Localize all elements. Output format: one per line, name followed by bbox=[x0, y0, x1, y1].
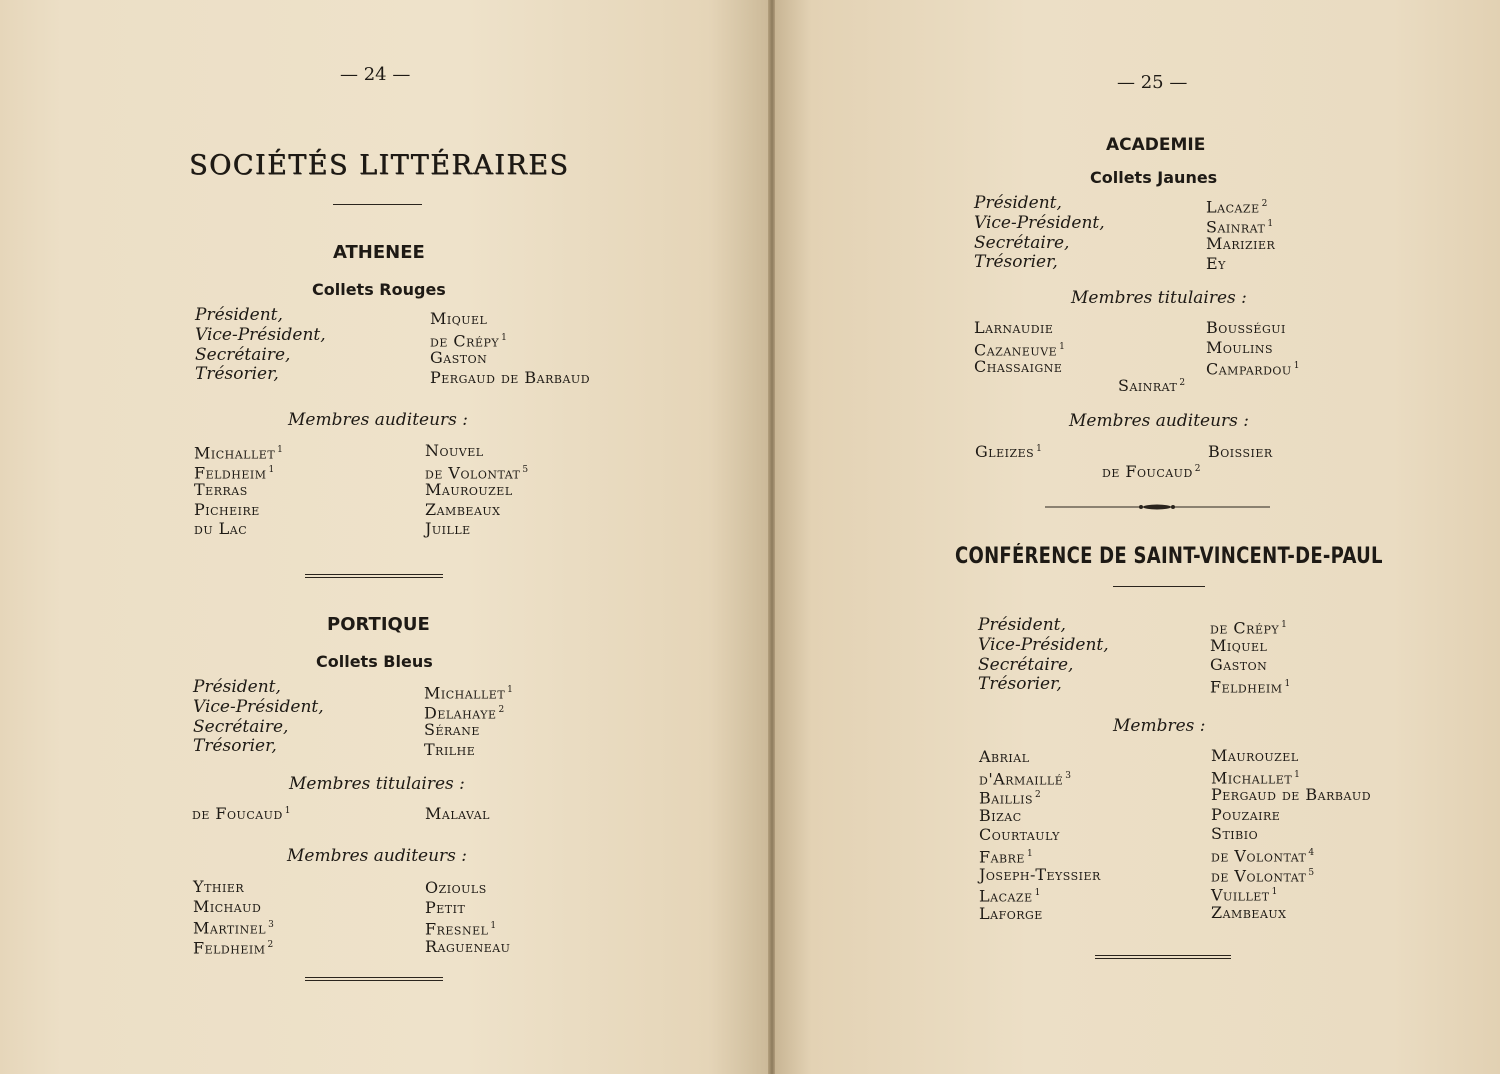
academie-officers bbox=[1206, 195, 1275, 273]
member-name: Feldheim $^1$ bbox=[194, 462, 275, 482]
athenee-auditeurs-left bbox=[194, 441, 283, 539]
member-name: Michaud bbox=[193, 896, 262, 916]
conference-offices bbox=[978, 616, 1109, 695]
office-label: Trésorier, bbox=[193, 736, 277, 757]
member-name: Bizac bbox=[979, 805, 1022, 825]
portique-subtitle: Collets Bleus bbox=[316, 652, 433, 671]
officer-name: Trilhe bbox=[424, 739, 476, 759]
office-label: Secrétaire, bbox=[195, 344, 291, 365]
member-name: Courtauly bbox=[979, 825, 1060, 845]
portique-auditeurs-left bbox=[193, 877, 275, 958]
member-name: Fabre $^1$ bbox=[979, 847, 1034, 867]
member-name: Pouzaire bbox=[1211, 804, 1281, 824]
member-name: Boissier bbox=[1208, 442, 1273, 461]
academie-titulaires-right bbox=[1206, 318, 1300, 377]
member-name: d'Armaillé $^3$ bbox=[979, 768, 1072, 788]
member-name: de Volontat $^5$ bbox=[1211, 865, 1315, 885]
member-name: Abrial bbox=[979, 747, 1030, 766]
office-label: Secrétaire, bbox=[193, 716, 289, 737]
member-name: de Foucaud $^1$ bbox=[192, 804, 292, 823]
officer-name: Feldheim $^1$ bbox=[1210, 677, 1291, 697]
academie-subtitle: Collets Jaunes bbox=[1090, 168, 1218, 187]
member-name: Petit bbox=[425, 897, 466, 917]
member-name: Juille bbox=[425, 519, 471, 539]
academie-title: ACADEMIE bbox=[1106, 135, 1206, 155]
member-name: de Foucaud $^2$ bbox=[1102, 462, 1202, 481]
member-name: Feldheim $^2$ bbox=[193, 938, 274, 958]
section-divider bbox=[1095, 955, 1231, 959]
member-name: Lacaze $^1$ bbox=[979, 886, 1041, 906]
athenee-officers bbox=[430, 309, 590, 387]
member-name: Laforge bbox=[979, 903, 1043, 923]
member-name: Zambeaux bbox=[1211, 902, 1287, 922]
portique-auditeurs-right bbox=[425, 878, 510, 956]
member-name: Picheire bbox=[194, 499, 260, 519]
member-name: Vuillet $^1$ bbox=[1211, 885, 1278, 905]
member-name: Malaval bbox=[425, 804, 490, 823]
member-name: Larnaudie bbox=[974, 318, 1054, 337]
athenee-subtitle: Collets Rouges bbox=[312, 280, 446, 299]
officer-name: Sainrat $^1$ bbox=[1206, 216, 1274, 236]
portique-offices bbox=[193, 678, 324, 757]
officer-name: Lacaze $^2$ bbox=[1206, 197, 1268, 217]
officer-name: Sérane bbox=[424, 720, 480, 740]
portique-officers bbox=[424, 681, 513, 759]
member-name: Gleizes $^1$ bbox=[975, 442, 1043, 461]
office-label: Président, bbox=[195, 305, 283, 325]
office-label: Vice-Président, bbox=[978, 634, 1109, 655]
member-name: Sainrat $^2$ bbox=[1118, 376, 1186, 395]
conference-membres-heading: Membres : bbox=[1113, 716, 1206, 736]
office-label: Président, bbox=[974, 193, 1062, 213]
main-title: SOCIÉTÉS LITTÉRAIRES bbox=[189, 150, 570, 181]
office-label: Trésorier, bbox=[195, 364, 279, 385]
member-name: Zambeaux bbox=[425, 499, 501, 519]
member-name: de Volontat $^4$ bbox=[1211, 846, 1315, 866]
member-name: Maurouzel bbox=[425, 480, 513, 500]
member-name: Michallet $^1$ bbox=[1211, 767, 1301, 787]
conference-membres-right bbox=[1211, 746, 1371, 922]
officer-name: Ey bbox=[1206, 253, 1226, 273]
officer-name: Gaston bbox=[1210, 655, 1268, 675]
member-name: Oziouls bbox=[425, 878, 487, 897]
section-divider bbox=[305, 977, 443, 981]
conference-title: CONFÉRENCE DE SAINT-VINCENT-DE-PAUL bbox=[955, 544, 1383, 569]
officer-name: Pergaud de Barbaud bbox=[430, 367, 591, 387]
ornament-divider bbox=[1045, 500, 1270, 514]
member-name: Moulins bbox=[1206, 337, 1273, 357]
athenee-auditeurs-heading: Membres auditeurs : bbox=[288, 410, 469, 430]
member-name: Terras bbox=[194, 480, 248, 500]
portique-auditeurs-heading: Membres auditeurs : bbox=[287, 846, 468, 866]
athenee-auditeurs-right bbox=[425, 441, 529, 539]
office-label: Secrétaire, bbox=[978, 654, 1074, 675]
office-label: Président, bbox=[193, 677, 281, 697]
member-name: Michallet $^1$ bbox=[194, 443, 284, 463]
member-name: Joseph-Teyssier bbox=[979, 864, 1101, 884]
member-name: Pergaud de Barbaud bbox=[1211, 785, 1372, 805]
academie-auditeurs-heading: Membres auditeurs : bbox=[1069, 411, 1250, 431]
officer-name: Miquel bbox=[430, 309, 488, 328]
section-divider bbox=[305, 574, 443, 578]
office-label: Secrétaire, bbox=[974, 232, 1070, 253]
office-label: Vice-Président, bbox=[195, 324, 326, 345]
athenee-title: ATHENEE bbox=[333, 242, 425, 263]
officer-name: Michallet $^1$ bbox=[424, 683, 514, 703]
officer-name: Gaston bbox=[430, 348, 488, 368]
officer-name: Delahaye $^2$ bbox=[424, 702, 505, 722]
member-name: Fresnel $^1$ bbox=[425, 919, 497, 939]
office-label: Président, bbox=[978, 615, 1066, 635]
officer-name: de Crépy $^1$ bbox=[430, 330, 508, 350]
page-number: — 24 — bbox=[340, 64, 411, 85]
conference-membres-left bbox=[979, 747, 1101, 923]
title-underline bbox=[333, 204, 422, 205]
member-name: de Volontat $^5$ bbox=[425, 462, 529, 482]
athenee-offices bbox=[195, 306, 326, 385]
conference-officers bbox=[1210, 616, 1291, 697]
academie-titulaires-left bbox=[974, 318, 1065, 377]
member-name: Cazaneuve $^1$ bbox=[974, 339, 1066, 359]
member-name: Martinel $^3$ bbox=[193, 918, 275, 938]
officer-name: Miquel bbox=[1210, 635, 1268, 655]
member-name: Ragueneau bbox=[425, 936, 511, 956]
portique-titulaires-heading: Membres titulaires : bbox=[289, 774, 465, 794]
member-name: Maurouzel bbox=[1211, 746, 1299, 765]
member-name: Stibio bbox=[1211, 824, 1259, 844]
academie-offices bbox=[974, 194, 1105, 273]
member-name: Bousségui bbox=[1206, 318, 1286, 337]
page-25 bbox=[775, 0, 1500, 1074]
office-label: Vice-Président, bbox=[193, 696, 324, 717]
office-label: Trésorier, bbox=[974, 252, 1058, 273]
member-name: Baillis $^2$ bbox=[979, 788, 1042, 808]
member-name: Campardou $^1$ bbox=[1206, 359, 1300, 379]
member-name: Chassaigne bbox=[974, 357, 1063, 377]
office-label: Vice-Président, bbox=[974, 212, 1105, 233]
office-label: Trésorier, bbox=[978, 674, 1062, 695]
officer-name: de Crépy $^1$ bbox=[1210, 618, 1288, 638]
member-name: Nouvel bbox=[425, 441, 484, 460]
member-name: Ythier bbox=[193, 877, 245, 896]
officer-name: Marizier bbox=[1206, 234, 1276, 254]
member-name: du Lac bbox=[194, 519, 248, 539]
page-number: — 25 — bbox=[1117, 72, 1188, 93]
portique-title: PORTIQUE bbox=[327, 614, 430, 635]
title-underline bbox=[1113, 586, 1205, 587]
academie-titulaires-heading: Membres titulaires : bbox=[1071, 288, 1247, 308]
